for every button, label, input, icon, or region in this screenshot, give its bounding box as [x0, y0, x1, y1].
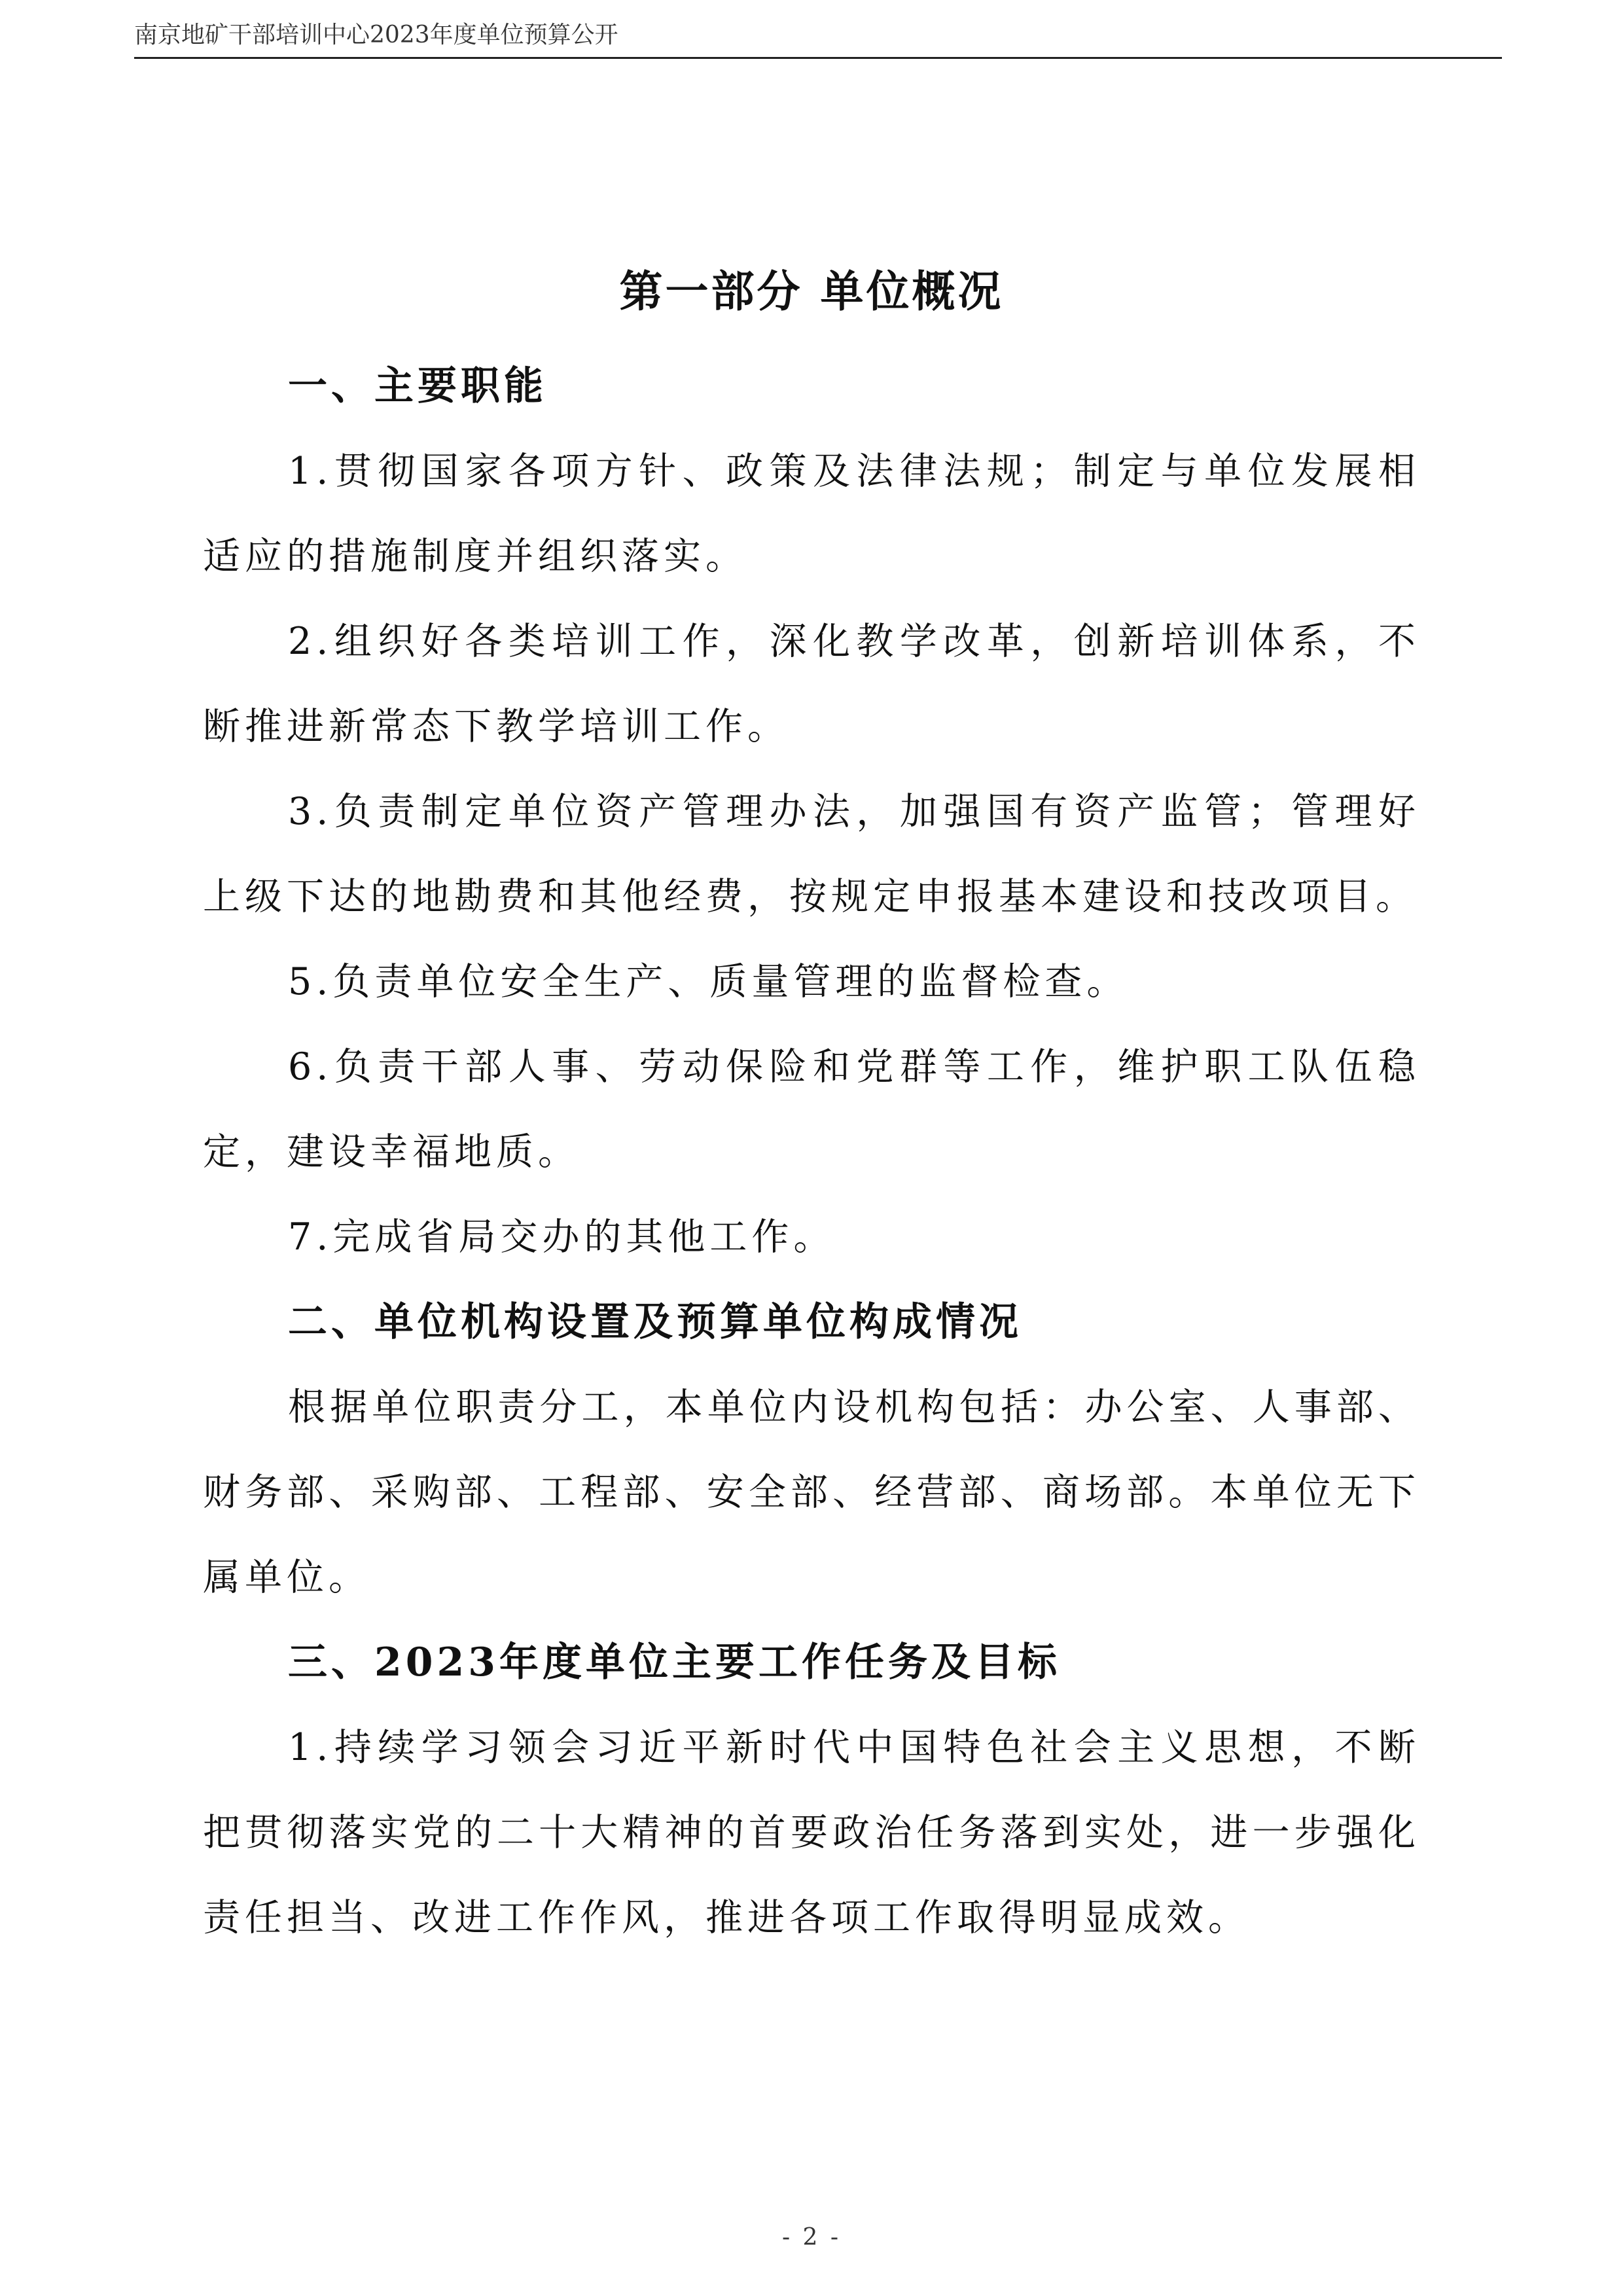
section-main-functions — [203, 344, 1420, 1280]
paragraph: 1.持续学习领会习近平新时代中国特色社会主义思想，不断把贯彻落实党的二十大精神的首要政治任务落到实处，进一步强化责任担当、改进工作作风，推进各项工作取得明显成效。 — [203, 1726, 1420, 1939]
section-tasks-goals — [203, 1620, 1420, 1960]
paragraph: 根据单位职责分工，本单位内设机构包括：办公室、人事部、财务部、采购部、工程部、安全部、经营部、商场部。本单位无下属单位。 — [203, 1386, 1420, 1599]
paragraph: 6.负责干部人事、劳动保险和党群等工作，维护职工队伍稳定，建设幸福地质。 — [203, 1045, 1420, 1174]
section-heading: 一、主要职能 — [288, 363, 547, 409]
header-rule — [134, 57, 1502, 59]
page-number: - 2 - — [781, 2224, 842, 2251]
paragraph: 3.负责制定单位资产管理办法，加强国有资产监管；管理好上级下达的地勘费和其他经费，按规定申报基本建设和技改项目。 — [203, 790, 1420, 918]
section-organization — [203, 1280, 1420, 1620]
part-title: 第一部分 单位概况 — [619, 266, 1004, 317]
paragraph: 7.完成省局交办的其他工作。 — [288, 1215, 836, 1259]
section-heading: 三、2023年度单位主要工作任务及目标 — [288, 1640, 1061, 1685]
running-header: 南京地矿干部培训中心2023年度单位预算公开 — [134, 22, 618, 48]
document-body — [203, 259, 1420, 1960]
paragraph: 5.负责单位安全生产、质量管理的监督检查。 — [288, 960, 1129, 1003]
section-heading: 二、单位机构设置及预算单位构成情况 — [288, 1299, 1022, 1345]
paragraph: 2.组织好各类培训工作，深化教学改革，创新培训体系，不断推进新常态下教学培训工作。 — [203, 620, 1420, 748]
paragraph: 1.贯彻国家各项方针、政策及法律法规；制定与单位发展相适应的措施制度并组织落实。 — [203, 450, 1420, 578]
